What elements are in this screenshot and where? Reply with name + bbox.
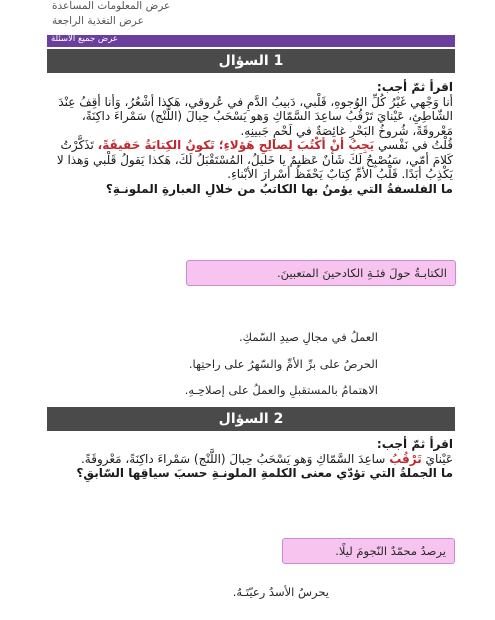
feedback-link[interactable]: عرض التغذية الراجعة xyxy=(52,15,144,27)
show-all-bar[interactable] xyxy=(47,35,455,47)
question-2-passage xyxy=(47,437,453,481)
question-2-header: 2 السؤال xyxy=(47,407,455,431)
question-1-prompt: ما الفلسفةُ التي يؤمنُ بها الكاتبُ من خلالِ العبارةِ الملونـةِ؟ xyxy=(105,181,453,196)
question-2-instruction: اقرأ ثمّ أجب: xyxy=(376,437,453,451)
help-info-link[interactable]: عرض المعلومات المساعدة xyxy=(52,0,171,12)
question-1-paragraph-1: أنا وَجْهي غَيْرُ كُلِّ الوُجوهِ، قَلْبي، دَبيبُ الدَّمِ في عُروقي، هَكذا أشْعُرُ، وَأنا أقِفُ عِنْدَ الشّاطِئِ، عَيْنايَ تَرْقُبُ ساعِدَ السَّمّاكِ وَهو يَسْحَبُ حِبالَ (اللَّنْج) سَمْراءَ داكِنَةً، مَعْروقَةً، شُروخُ البَحْرِ غائِصَةٌ في لَحْمِ جَبينِهِ. xyxy=(58,94,453,138)
question-2-option-1[interactable]: يحرسُ الأسدُ رعيّتَـهُ. xyxy=(232,585,329,599)
question-2-selected-answer[interactable]: يرصدُ محمّدٌ النّجومَ ليلًا. xyxy=(282,538,455,564)
question-2-paragraph xyxy=(47,452,453,467)
show-all-questions-link[interactable]: عرض جميع الأسئلة xyxy=(51,34,118,44)
question-2-paragraph-end: ساعِدَ السَّمّاكِ وَهو يَسْحَبُ حِبالَ (اللَّنْج) سَمْراءَ داكِنَةً، مَعْروقَةً. xyxy=(80,451,386,466)
question-1-instruction: اقرأ ثمّ أجب: xyxy=(376,80,453,94)
question-1-paragraph-2 xyxy=(47,138,453,182)
question-1-highlighted-phrase: يَجِبُ أنْ أكْتُبَ لِصالِحِ هَؤلاءِ؛ تَكونُ الكِتابَةُ حَقيقَةً، xyxy=(97,138,375,152)
question-1-option-1[interactable]: العملُ في مجالِ صيدِ السّمكِ. xyxy=(239,330,378,344)
question-1-paragraph-2-start: قُلْتُ في نَفْسي xyxy=(378,138,453,152)
question-1-option-2[interactable]: الحرصُ على برِّ الأمِّ والسّهرُ على راحتِها. xyxy=(188,357,378,371)
question-1-selected-answer[interactable]: الكتابـةُ حولَ فئـةِ الكادحينَ المتعبينَ. xyxy=(186,260,456,286)
question-2-highlighted-word: تَرْقُبُ xyxy=(389,451,422,466)
question-1-passage xyxy=(47,80,453,196)
question-1-option-3[interactable]: الاهتمامُ بالمستقبلِ والعملُ على إصلاحِـهِ. xyxy=(184,383,378,397)
question-2-paragraph-start: عَيْنايَ xyxy=(425,451,453,466)
question-1-header: 1 السؤال xyxy=(47,49,455,73)
question-1-paragraph-2-end: تَذَكَّرْتُ كَلامَ أمّي، سَيُصْبِحُ لَكَ شَأنٌ عَظيمٌ يا خَليلُ، المُسْتَقْبَلُ لَكَ، هَكذا يَقولُ قَلْبي وَهذا لا يَكْذِبُ أبَدًا. قَلْبُ الأمِّ كِتابٌ يَحْفَظُ أسْرارَ الأبْناءِ. xyxy=(56,138,453,181)
question-2-prompt: ما الجملةُ التي تؤدّي معنى الكلمةِ الملونـةِ حسبَ سياقِها السّابقِ؟ xyxy=(76,466,453,480)
